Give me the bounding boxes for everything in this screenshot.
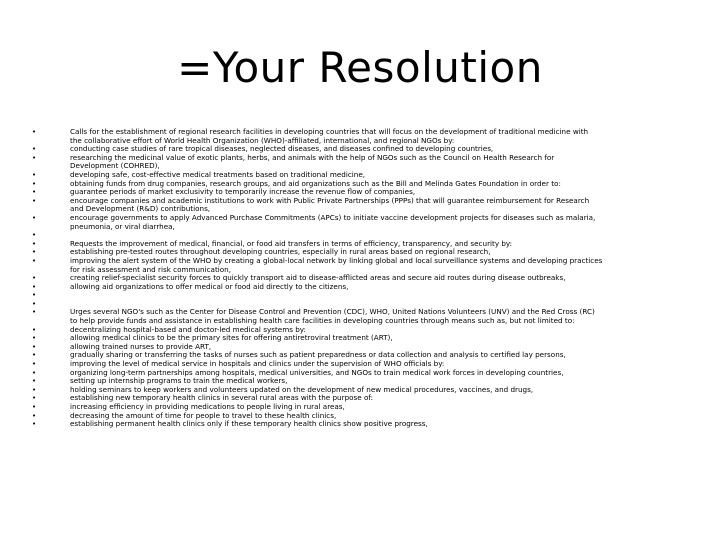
- bullet-dot-icon: •: [32, 385, 37, 394]
- bullet-item: [28, 257, 678, 274]
- bullet-dot-icon: •: [32, 394, 37, 403]
- bullet-text: decreasing the amount of time for people to travel to these health clinics,: [70, 410, 337, 420]
- bullet-list: [28, 128, 678, 429]
- bullet-text: Calls for the establishment of regional research facilities in developing countries that will focus on the development of traditional medicine with the collaborative effort of World Health Organization (WHO)-affiliated, international, and regional NGOs by:: [70, 127, 589, 145]
- bullet-text: encourage companies and academic institutions to work with Public Private Partnerships (PPPs) that will guarantee reimbursement for Research and Development (R&D) contributions,: [70, 195, 590, 214]
- bullet-dot-icon: •: [32, 128, 37, 136]
- bullet-dot-icon: •: [32, 170, 37, 179]
- bullet-dot-icon: •: [32, 299, 37, 308]
- bullet-text: gradually sharing or transferring the tasks of nurses such as patient preparedness or data collection and analysis to certified lay persons,: [70, 350, 566, 360]
- bullet-text: allowing aid organizations to offer medical or food aid directly to the citizens,: [70, 281, 349, 291]
- bullet-text: conducting case studies of rare tropical diseases, neglected diseases, and diseases confined to developing countries,: [70, 144, 494, 154]
- bullet-dot-icon: •: [32, 231, 37, 240]
- bullet-dot-icon: •: [32, 153, 37, 162]
- bullet-text: Requests the improvement of medical, financial, or food aid transfers in terms of efficiency, transparency, and security by:: [70, 238, 513, 248]
- bullet-dot-icon: •: [32, 282, 37, 291]
- bullet-dot-icon: •: [32, 179, 37, 188]
- bullet-dot-icon: •: [32, 377, 37, 386]
- bullet-dot-icon: •: [32, 368, 37, 377]
- bullet-dot-icon: •: [32, 145, 37, 154]
- bullet-dot-icon: •: [32, 256, 37, 265]
- bullet-text: decentralizing hospital-based and doctor-led medical systems by:: [70, 324, 306, 334]
- bullet-item: [28, 214, 678, 231]
- bullet-dot-icon: •: [32, 308, 37, 317]
- bullet-dot-icon: •: [32, 239, 37, 248]
- bullet-item: [28, 308, 678, 325]
- bullet-dot-icon: •: [32, 274, 37, 283]
- bullet-dot-icon: •: [32, 188, 37, 197]
- bullet-text: allowing trained nurses to provide ART,: [70, 341, 212, 351]
- bullet-text: holding seminars to keep workers and volunteers updated on the development of new medical procedures, vaccines, and drugs,: [70, 384, 534, 394]
- bullet-text: increasing efficiency in providing medications to people living in rural areas,: [70, 402, 345, 411]
- bullet-dot-icon: •: [32, 213, 37, 222]
- bullet-dot-icon: •: [32, 291, 37, 300]
- bullet-text: obtaining funds from drug companies, research groups, and aid organizations such as the Bill and Melinda Gates Foundation in order to:: [70, 178, 561, 188]
- bullet-text: guarantee periods of market exclusivity to temporarily increase the revenue flow of companies,: [70, 187, 416, 197]
- bullet-text: establishing pre-tested routes throughout developing countries, especially in rural areas based on regional research,: [70, 247, 491, 257]
- bullet-dot-icon: •: [32, 403, 37, 411]
- bullet-text: researching the medicinal value of exotic plants, herbs, and animals with the help of NGOs such as the Council on Health Research for Development (COHRED),: [70, 152, 555, 171]
- bullet-dot-icon: •: [32, 342, 37, 351]
- bullet-dot-icon: •: [32, 351, 37, 360]
- bullet-item: [28, 197, 678, 214]
- bullet-text: creating relief-specialist security forces to quickly transport aid to disease-afflicted areas and secure aid routes during disease outbreaks,: [70, 273, 566, 283]
- bullet-dot-icon: •: [32, 360, 37, 369]
- bullet-dot-icon: •: [32, 325, 37, 334]
- bullet-text: allowing medical clinics to be the primary sites for offering antiretroviral treatment (ART),: [70, 333, 393, 343]
- bullet-text: improving the alert system of the WHO by creating a global-local network by linking global and local surveillance systems and developing practices for risk assessment and risk communication,: [70, 255, 603, 274]
- bullet-text: encourage governments to apply Advanced Purchase Commitments (APCs) to initiate vaccine development projects for diseases such as malaria, pneumonia, or viral diarrhea,: [70, 212, 596, 231]
- bullet-text: organizing long-term partnerships among hospitals, medical universities, and NGOs to train medical work forces in developing countries,: [70, 367, 564, 377]
- bullet-item: [28, 154, 678, 171]
- bullet-text: developing safe, cost-effective medical treatments based on traditional medicine,: [70, 169, 366, 179]
- bullet-dot-icon: •: [32, 248, 37, 257]
- slide-title: =Your Resolution: [177, 43, 543, 92]
- bullet-dot-icon: •: [32, 420, 37, 429]
- bullet-text: Urges several NGO's such as the Center for Disease Control and Prevention (CDC), WHO, United Nations Volunteers (UNV) and the Red Cross (RC) to help provide funds and assistance in establishing health care facilities in developing countries through means such as, but not limited to:: [70, 307, 595, 326]
- bullet-text: establishing permanent health clinics only if these temporary health clinics show positive progress,: [70, 419, 428, 429]
- bullet-item: [28, 128, 678, 145]
- bullet-text: setting up internship programs to train the medical workers,: [70, 376, 288, 386]
- bullet-item: [28, 420, 678, 429]
- bullet-item: [28, 283, 678, 292]
- bullet-text: establishing new temporary health clinics in several rural areas with the purpose of:: [70, 393, 374, 403]
- bullet-text: improving the level of medical service in hospitals and clinics under the supervision of WHO officials by:: [70, 359, 445, 369]
- bullet-item: [28, 291, 678, 300]
- bullet-dot-icon: •: [32, 334, 37, 343]
- bullet-dot-icon: •: [32, 196, 37, 205]
- bullet-dot-icon: •: [32, 411, 37, 420]
